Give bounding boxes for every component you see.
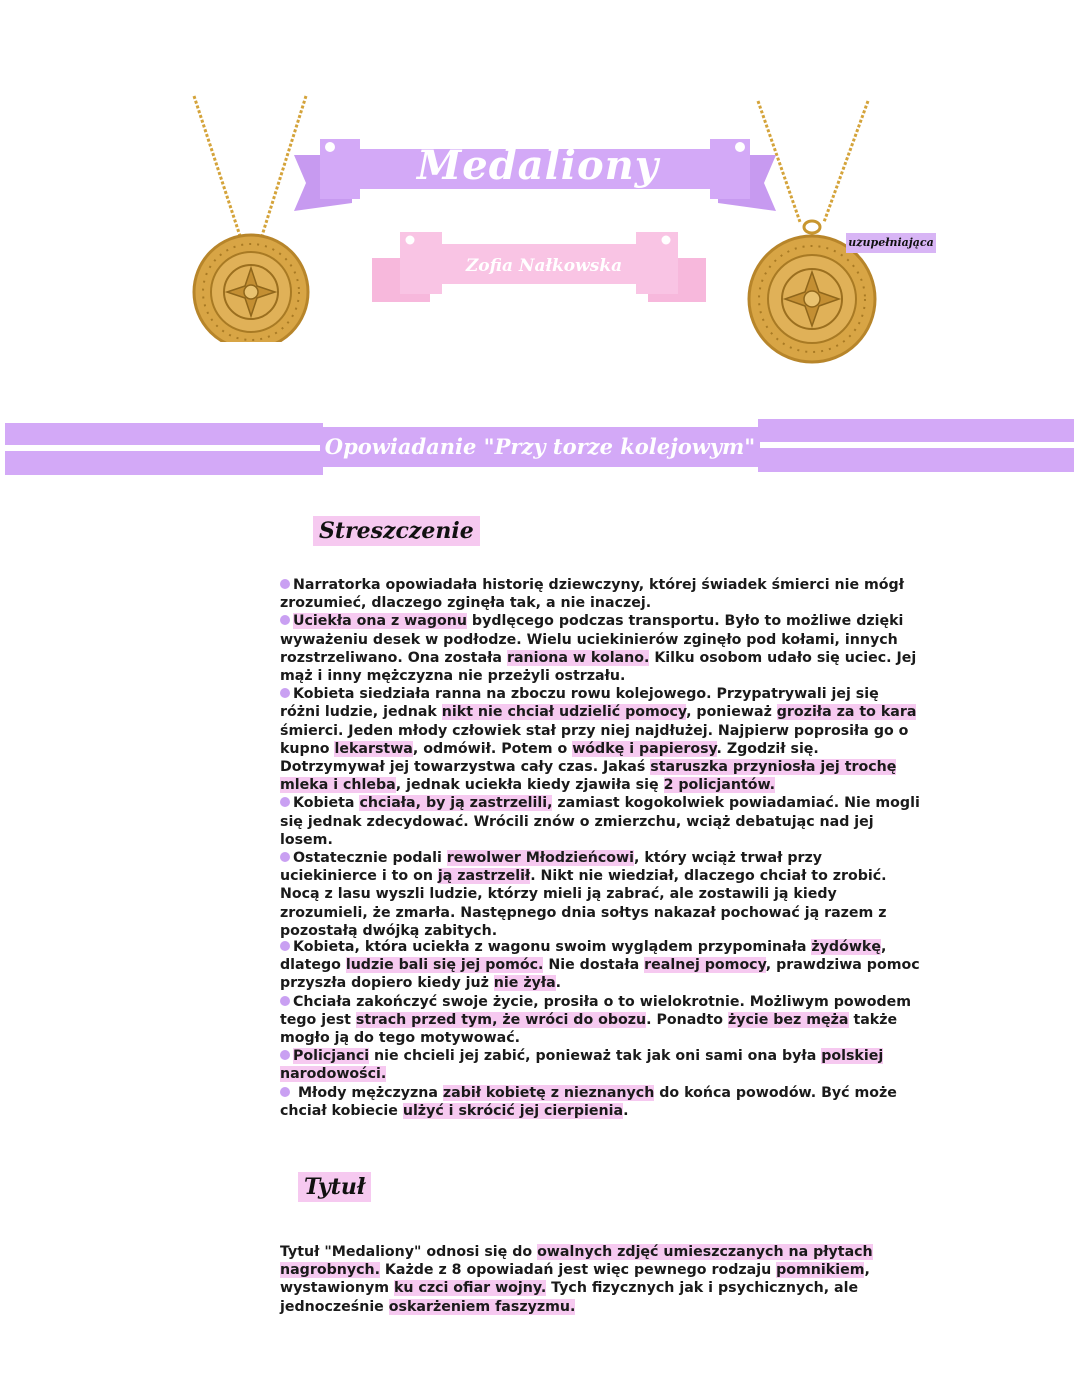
highlighted-text: Policjanci [293,1048,370,1065]
text-segment: zamiast kogokolwiek powiadamiać. Nie mogli się jednak zdecydować. Wrócili znów o zmierzchu, wciąż debatując nad jej losem. [280,795,920,848]
text-segment: . [555,975,562,992]
highlighted-text: realnej pomocy [644,957,766,974]
highlighted-text: zabił kobietę z nieznanych [442,1084,655,1101]
highlighted-text: strach przed tym, że wróci do obozu [355,1011,647,1028]
highlighted-text: żydówkę [811,939,881,955]
text-segment: Ostatecznie podali [293,850,447,867]
highlighted-text: 2 policjantów. [663,777,776,794]
text-segment: bydlęcego podczas transportu. Było to możliwe dzięki wyważeniu desek w podłodze. Wielu uciekinierów zginęło pod kołami, innych rozstrzeliwano. Ona została [280,613,904,666]
highlighted-text: ulżyć i skrócić jej cierpienia [402,1102,624,1119]
title-paragraph [280,1243,920,1316]
highlighted-text: raniona w kolano. [506,649,650,666]
highlighted-text: nikt nie chciał udzielić pomocy [441,704,687,721]
text-segment: Młody mężczyzna [293,1084,443,1101]
highlighted-text: ją zastrzelił [437,868,531,885]
banner-bar-right-top [758,419,1074,442]
bullet-dot-icon [280,797,290,807]
text-segment: Kilku osobom udało się uciec. Jej mąż i inny mężczyzna nie przeżyli ostrzału. [280,649,917,685]
text-segment: Każde z 8 opowiadań jest więc pewnego rodzaju [379,1262,777,1279]
highlighted-text: ludzie bali się jej pomóc. [345,957,544,974]
bullet-dot-icon [280,688,290,698]
bullet-dot-icon [280,1087,290,1097]
text-segment: , prawdziwa pomoc przyszła dopiero kiedy już [280,957,920,992]
summary-paragraph [280,685,920,794]
page-title: Medaliony [416,142,659,189]
analysis-paragraph [280,993,920,1048]
analysis-paragraph [280,938,920,993]
bullet-dot-icon [280,996,290,1006]
bullet-dot-icon [280,852,290,862]
story-title: Opowiadanie "Przy torze kolejowym" [324,434,756,459]
banner-bar-left-bottom [5,451,323,475]
text-segment: śmierci. Jeden młody człowiek stał przy niej najdłużej. Najpierw poprosiła go o kupno [280,722,909,757]
summary-paragraph [280,612,920,685]
analysis-paragraphs [280,938,920,1120]
analysis-paragraph [280,1084,920,1120]
text-segment: , jednak uciekła kiedy zjawiła się [395,777,664,794]
highlighted-text: groziła za to kara [776,704,917,721]
author-name: Zofia Nałkowska [465,256,623,276]
text-segment: , który wciąż trwał przy uciekinierce i to on [280,850,822,885]
text-segment: . [623,1102,629,1119]
text-segment: , ponieważ [686,704,777,721]
summary-paragraph [280,794,920,849]
highlighted-text: chciała, by ją zastrzelili, [359,795,553,812]
highlighted-text: ku czci ofiar wojny. [393,1280,547,1297]
highlighted-text: życie bez męża [727,1011,849,1028]
highlighted-text: oskarżeniem faszyzmu. [388,1298,576,1315]
highlighted-text: rewolwer Młodzieńcowi [446,850,635,867]
bullet-dot-icon [280,579,290,589]
text-segment: także mogło ją do tego motywować. [280,1011,898,1047]
highlighted-text: nie żyła [493,975,556,992]
bullet-dot-icon [280,941,290,951]
summary-paragraphs [280,576,920,940]
title-paragraph-text [280,1243,920,1316]
status-badge: uzupełniająca [846,233,936,253]
highlighted-text: polskiej narodowości. [280,1048,884,1083]
medallion-left-icon [180,92,330,342]
text-segment: . Nikt nie wiedział, dlaczego chciał to zrobić. Nocą z lasu wyszli ludzie, którzy mieli ją zabrać, ale zostawili ją kiedy zrozumieli, że zmarła. Następnego dnia sołtys nakazał pochować ją razem z pozostałą dwójką zabitych. [280,868,887,939]
bullet-dot-icon [280,615,290,625]
text-segment: , dlatego [280,939,887,974]
text-segment: Narratorka opowiadała historię dziewczyny, której świadek śmierci nie mógł zrozumieć, dlaczego zginęła tak, a nie inaczej. [280,577,904,612]
summary-paragraph [280,576,920,612]
text-segment: nie chcieli jej zabić, ponieważ tak jak oni sami ona była [369,1048,822,1065]
text-segment: . Ponadto [646,1011,728,1028]
text-segment: , odmówił. Potem o [412,740,573,757]
title-section-heading: Tytuł [298,1172,371,1202]
text-segment: Tytuł "Medaliony" odnosi się do [280,1244,538,1260]
banner-bar-right-bottom [758,448,1074,472]
analysis-paragraph [280,1047,920,1083]
highlighted-text: wódkę i papierosy [572,740,717,757]
highlighted-text: lekarstwa [334,740,413,757]
text-segment: Nie dostała [543,957,645,974]
text-segment: Kobieta, która uciekła z wagonu swoim wyglądem przypominała [293,939,812,955]
bullet-dot-icon [280,1050,290,1060]
summary-paragraph [280,849,920,940]
text-segment: Tych fizycznych jak i psychicznych, ale jednocześnie [280,1280,859,1315]
banner-bar-left-top [5,423,323,445]
text-segment: , wystawionym [280,1262,870,1297]
text-segment: . Zgodził się. Dotrzymywał jej towarzystwa cały czas. Jakaś [280,740,819,776]
text-segment: Kobieta [293,795,360,812]
text-segment: Chciała zakończyć swoje życie, prosiła o to wielokrotnie. Możliwym powodem tego jest [280,993,912,1028]
summary-heading: Streszczenie [313,516,480,546]
highlighted-text: Uciekła ona z wagonu [293,613,467,630]
highlighted-text: pomnikiem [776,1262,865,1279]
highlighted-text: owalnych zdjęć umieszczanych na płytach nagrobnych. [280,1244,873,1279]
text-segment: Kobieta siedziała ranna na zboczu rowu kolejowego. Przypatrywali jej się różni ludzie, jednak [280,686,879,721]
text-segment: do końca powodów. Być może chciał kobiecie [280,1084,897,1119]
highlighted-text: staruszka przyniosła jej trochę mleka i chleba [280,759,897,794]
